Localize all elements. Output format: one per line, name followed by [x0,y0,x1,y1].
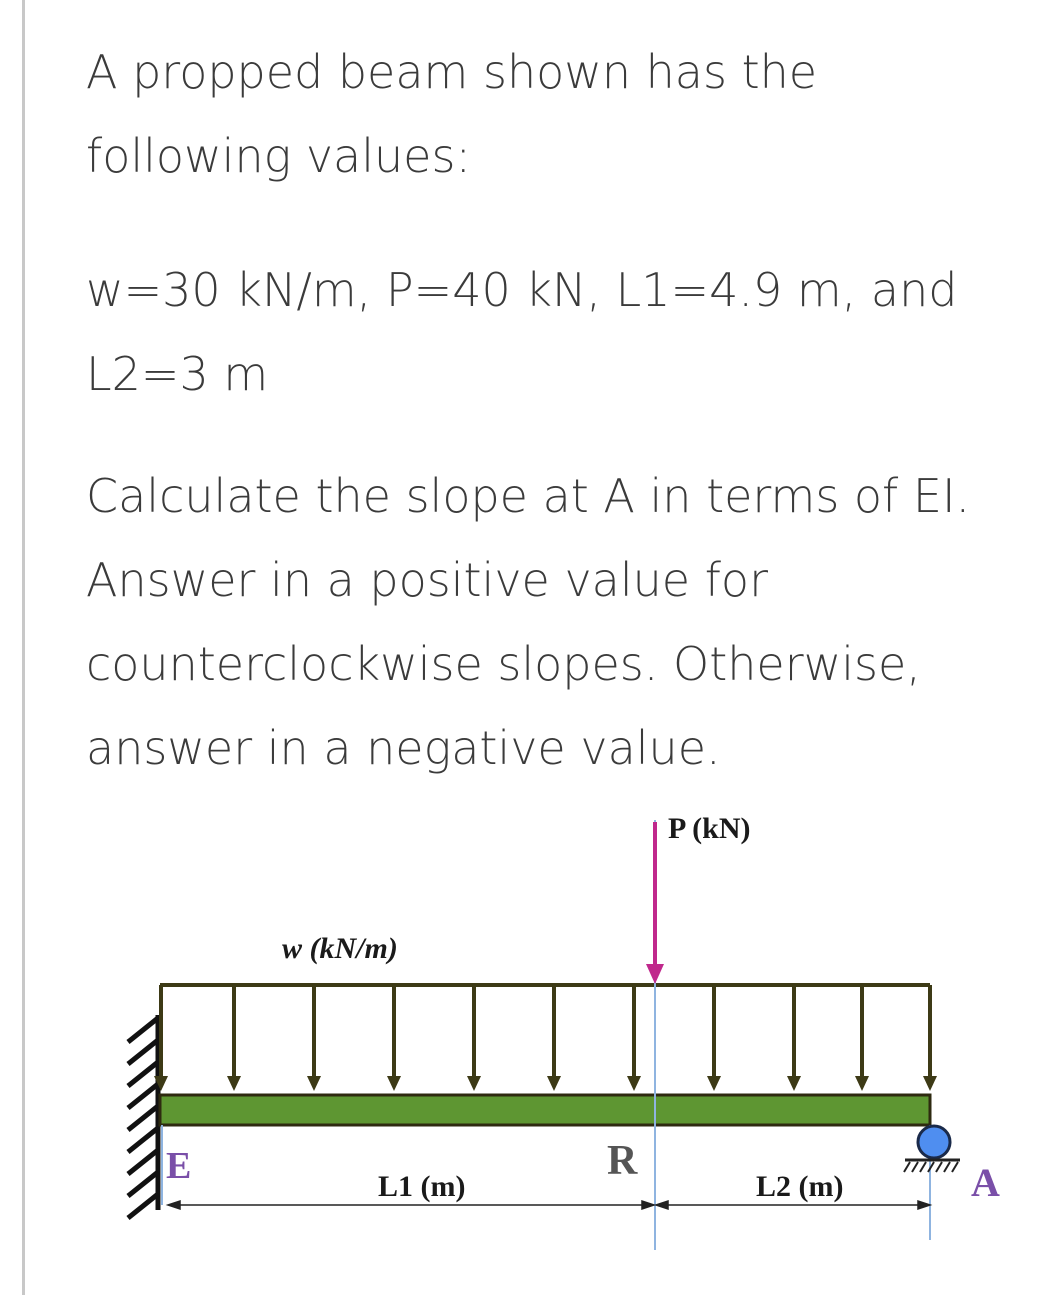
question-intro: A propped beam shown has the following values: [86,45,818,183]
point-load-label: P (kN) [668,812,751,845]
span1-label: L1 (m) [378,1170,466,1203]
distributed-load [160,985,930,1078]
point-load-arrow [646,822,664,984]
point-a-label: A [971,1160,1000,1205]
beam [160,1095,930,1125]
point-r-label: R [607,1138,638,1184]
question-task: Calculate the slope at A in terms of EI. Answer in a positive value for counterclockwise slopes. Otherwise, answer in a negative value. [86,469,971,775]
question-values: w=30 kN/m, P=40 kN, L1=4.9 m, and L2=3 m [86,263,958,401]
roller-support [904,1126,960,1172]
point-e-label: E [166,1145,192,1187]
distributed-load-arrowheads [154,1076,937,1091]
span2-label: L2 (m) [756,1170,844,1203]
fixed-support [128,1015,158,1218]
distributed-load-label: w (kN/m) [282,932,398,965]
